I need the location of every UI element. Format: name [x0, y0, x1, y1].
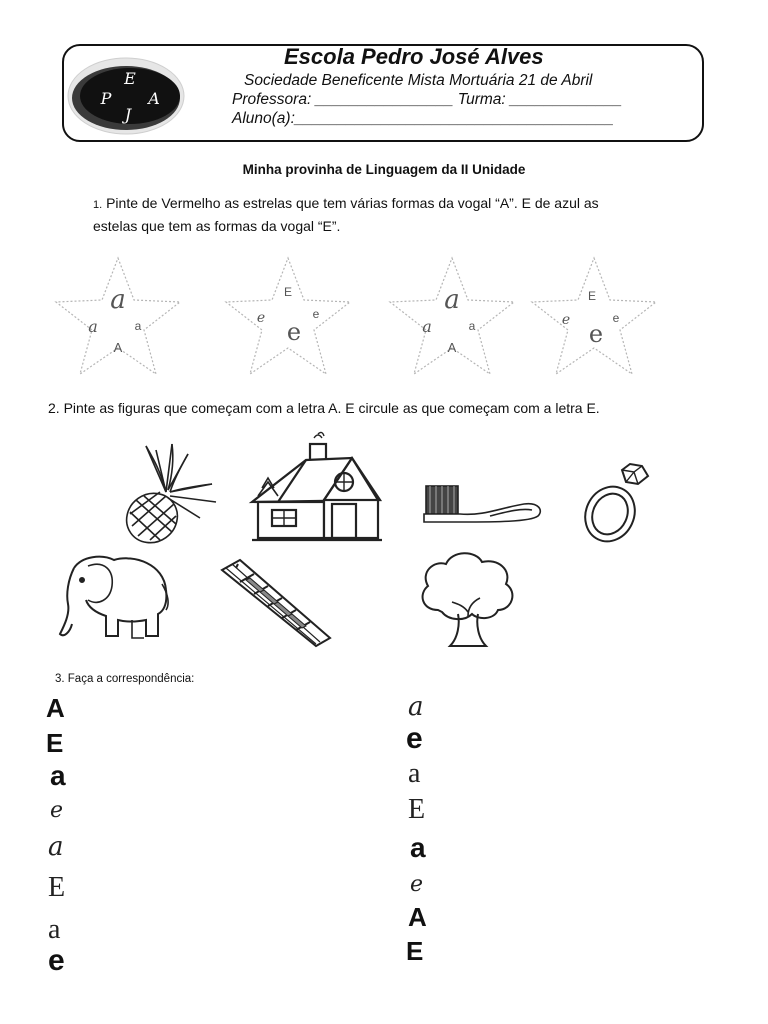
society-name: Sociedade Beneficente Mista Mortuária 21 de Abril: [244, 72, 593, 89]
left-letter-5[interactable]: a: [48, 832, 64, 862]
student-name-line: Aluno(a):_____________________________________: [232, 110, 614, 127]
toothbrush-picture[interactable]: [420, 478, 546, 530]
star-letter: a: [422, 317, 432, 336]
star-letter: a: [444, 285, 460, 315]
right-letter-4[interactable]: E: [408, 794, 426, 825]
tree-picture[interactable]: [414, 548, 520, 652]
right-letter-6[interactable]: e: [410, 872, 424, 897]
question-1-line-2: estelas que tem as formas da vogal “E”.: [93, 218, 341, 234]
question-1-line-1: [93, 192, 599, 217]
right-letter-3[interactable]: a: [408, 758, 421, 789]
star-letter: E: [587, 289, 597, 303]
star-letter: A: [113, 340, 123, 355]
star-letter: a: [468, 319, 476, 333]
house-picture[interactable]: [248, 430, 384, 542]
left-letter-8[interactable]: e: [48, 944, 65, 977]
star-a-1[interactable]: [48, 250, 188, 382]
question-2-text: 2. Pinte as figuras que começam com a letra A. E circule as que começam com a letra E.: [48, 400, 600, 416]
star-letter: A: [447, 340, 457, 355]
star-letter: e: [312, 307, 320, 321]
question-1-text-1: Pinte de Vermelho as estrelas que tem várias formas da vogal “A”. E de azul as: [106, 195, 599, 211]
logo-letter-p: P: [100, 89, 112, 108]
star-letter: e: [256, 310, 266, 326]
right-letter-7[interactable]: A: [408, 902, 427, 932]
star-letter: e: [588, 320, 604, 348]
teacher-class-line: Professora: ________________ Turma: _____________: [232, 91, 623, 108]
right-letter-8[interactable]: E: [406, 936, 424, 966]
pineapple-picture[interactable]: [116, 440, 220, 548]
right-letter-2[interactable]: e: [406, 722, 423, 755]
logo-letter-a: A: [148, 89, 160, 108]
star-letter: a: [88, 317, 98, 336]
star-letter: a: [134, 319, 142, 333]
star-e-1[interactable]: [216, 250, 360, 382]
question-1-number: 1.: [93, 199, 103, 211]
right-letter-1[interactable]: a: [408, 692, 424, 722]
left-letter-3[interactable]: a: [50, 760, 66, 791]
left-letter-4[interactable]: e: [50, 798, 64, 823]
school-logo: [66, 52, 188, 138]
question-3-text: 3. Faça a correspondência:: [55, 673, 195, 685]
star-letter: E: [283, 285, 293, 299]
ring-picture[interactable]: [578, 460, 654, 546]
left-letter-7[interactable]: a: [48, 914, 61, 945]
logo-letter-e: E: [124, 69, 136, 88]
star-e-2[interactable]: [524, 250, 664, 382]
school-name: Escola Pedro José Alves: [284, 44, 544, 69]
star-letter: a: [110, 285, 126, 315]
ladder-picture[interactable]: [216, 556, 336, 648]
star-letter: e: [561, 312, 571, 328]
left-letter-1[interactable]: A: [46, 693, 65, 723]
left-letter-6[interactable]: E: [48, 872, 66, 903]
star-a-2[interactable]: [382, 250, 522, 382]
logo-letter-j: J: [124, 105, 132, 124]
star-letter: e: [612, 311, 620, 325]
star-letter: e: [286, 318, 302, 346]
left-letter-2[interactable]: E: [46, 728, 64, 758]
right-letter-5[interactable]: a: [410, 832, 426, 863]
page-title: Minha provinha de Linguagem da II Unidade: [242, 162, 526, 177]
elephant-picture[interactable]: [54, 550, 174, 644]
